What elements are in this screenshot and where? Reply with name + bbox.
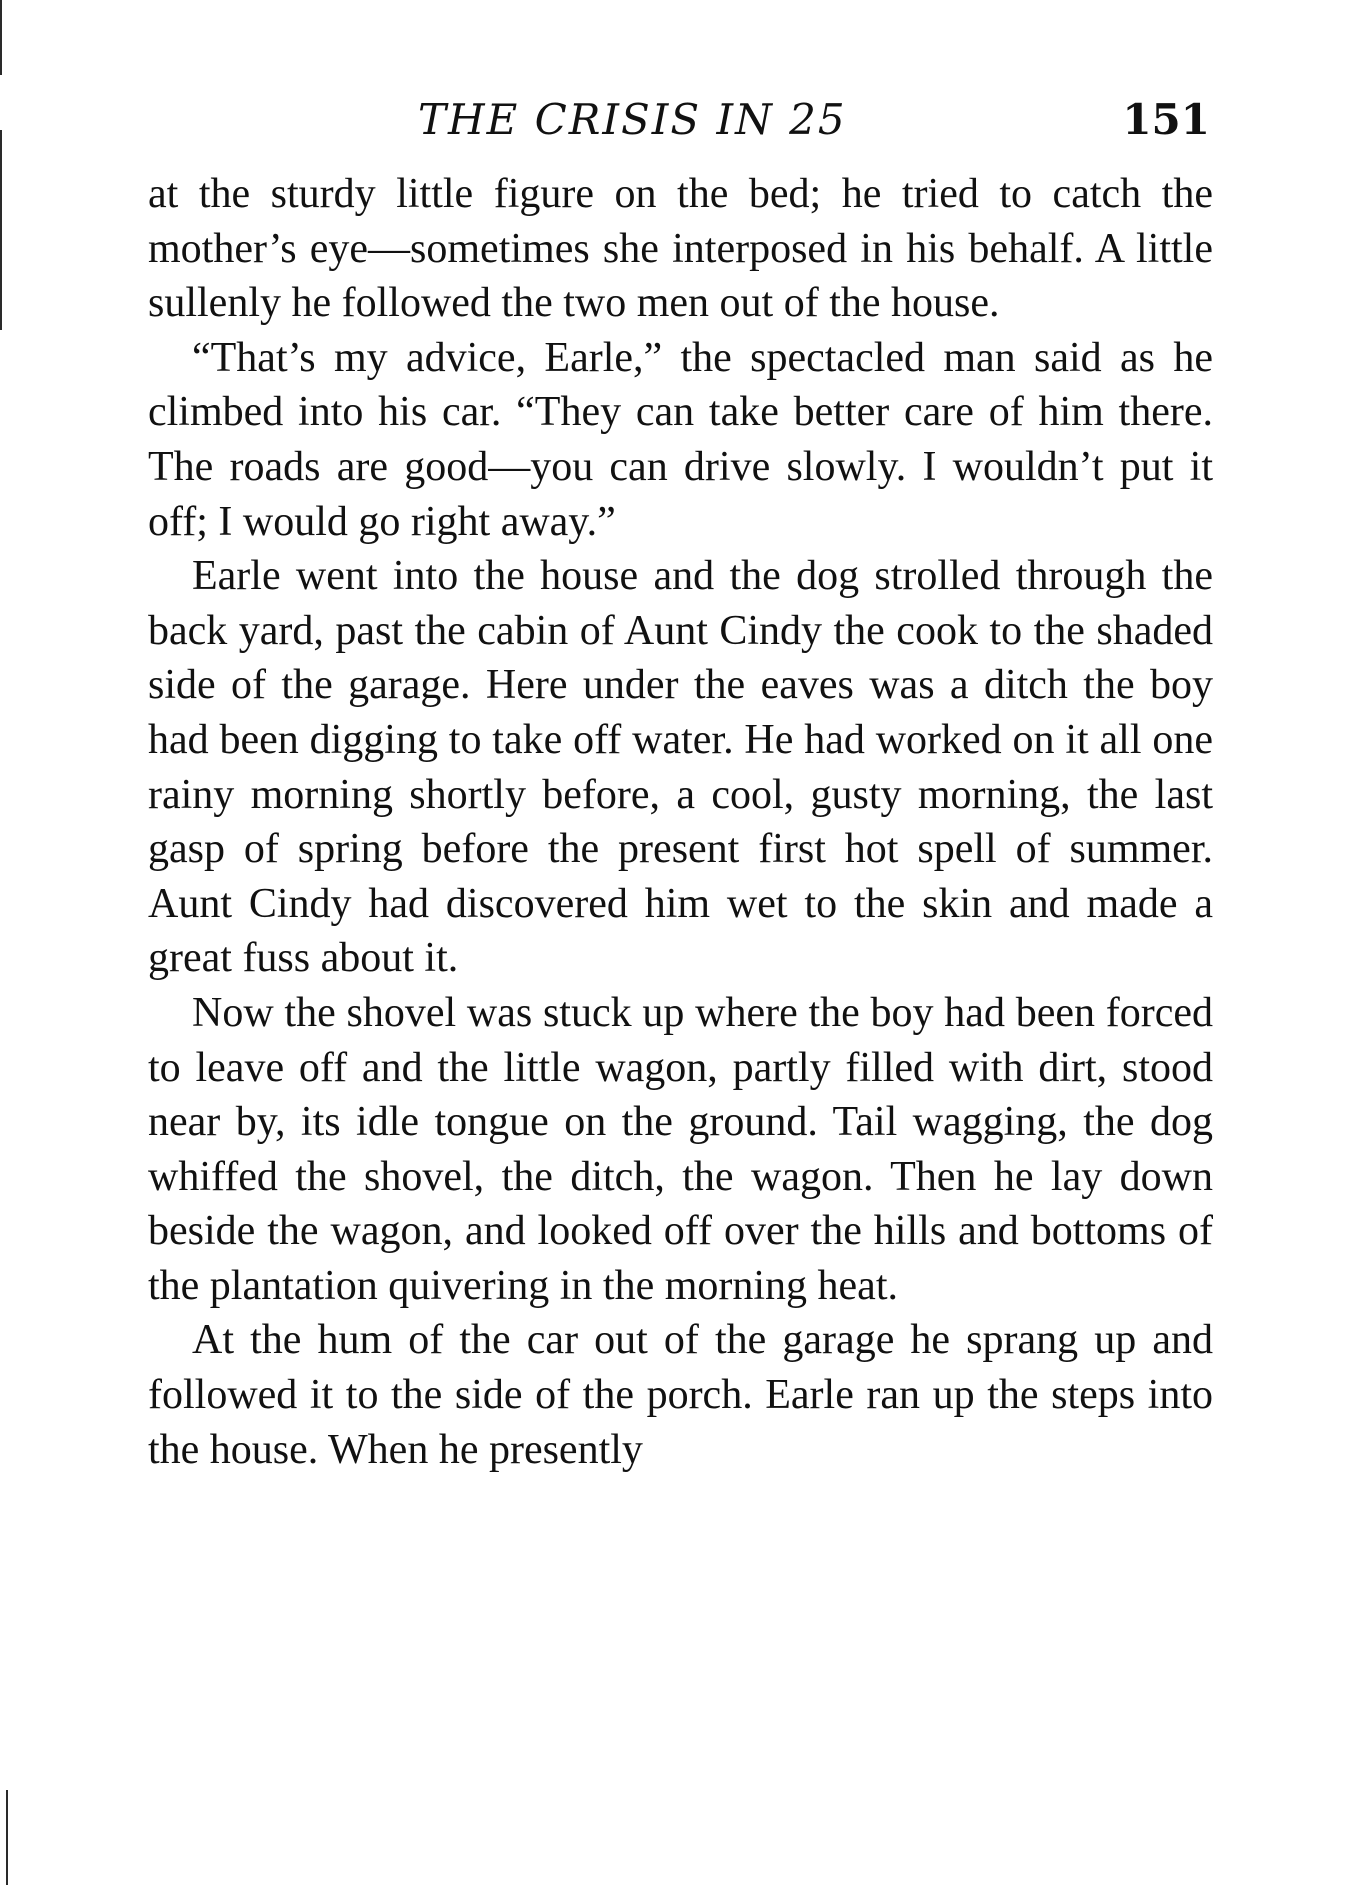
body-text: [148, 167, 1213, 1477]
running-title: THE CRISIS IN 25: [418, 95, 847, 144]
scan-edge-mark: [0, 0, 2, 75]
scan-edge-mark: [6, 1790, 8, 1885]
paragraph: Earle went into the house and the dog strolled through the back yard, past the cabin of Aunt Cindy the cook to the shaded side of the garage. Here under the eaves was a ditch the boy had been digging to take off water. He had worked on it all one rainy morning shortly before, a cool, gusty morning, the last gasp of spring before the present first hot spell of summer. Aunt Cindy had discovered him wet to the skin and made a great fuss about it.: [148, 553, 1213, 982]
page-number: 151: [1122, 95, 1210, 144]
paragraph: Now the shovel was stuck up where the boy had been forced to leave off and the little wagon, partly filled with dirt, stood near by, its idle tongue on the ground. Tail wagging, the dog whiffed the shovel, the ditch, the wagon. Then he lay down beside the wagon, and looked off over the hills and bottoms of the plantation quivering in the morning heat.: [148, 989, 1213, 1309]
paragraph: at the sturdy little figure on the bed; he tried to catch the mother’s eye—sometimes she interposed in his behalf. A little sullenly he followed the two men out of the house.: [148, 171, 1213, 327]
scan-edge-mark: [0, 130, 2, 330]
paragraph: At the hum of the car out of the garage he sprang up and followed it to the side of the porch. Earle ran up the steps into the house. When he presently: [148, 1317, 1213, 1473]
running-head: [148, 90, 1210, 150]
paragraph: “That’s my advice, Earle,” the spectacled man said as he climbed into his car. “They can take better care of him there. The roads are good—you can drive slowly. I wouldn’t put it off; I would go right away.”: [148, 334, 1213, 545]
